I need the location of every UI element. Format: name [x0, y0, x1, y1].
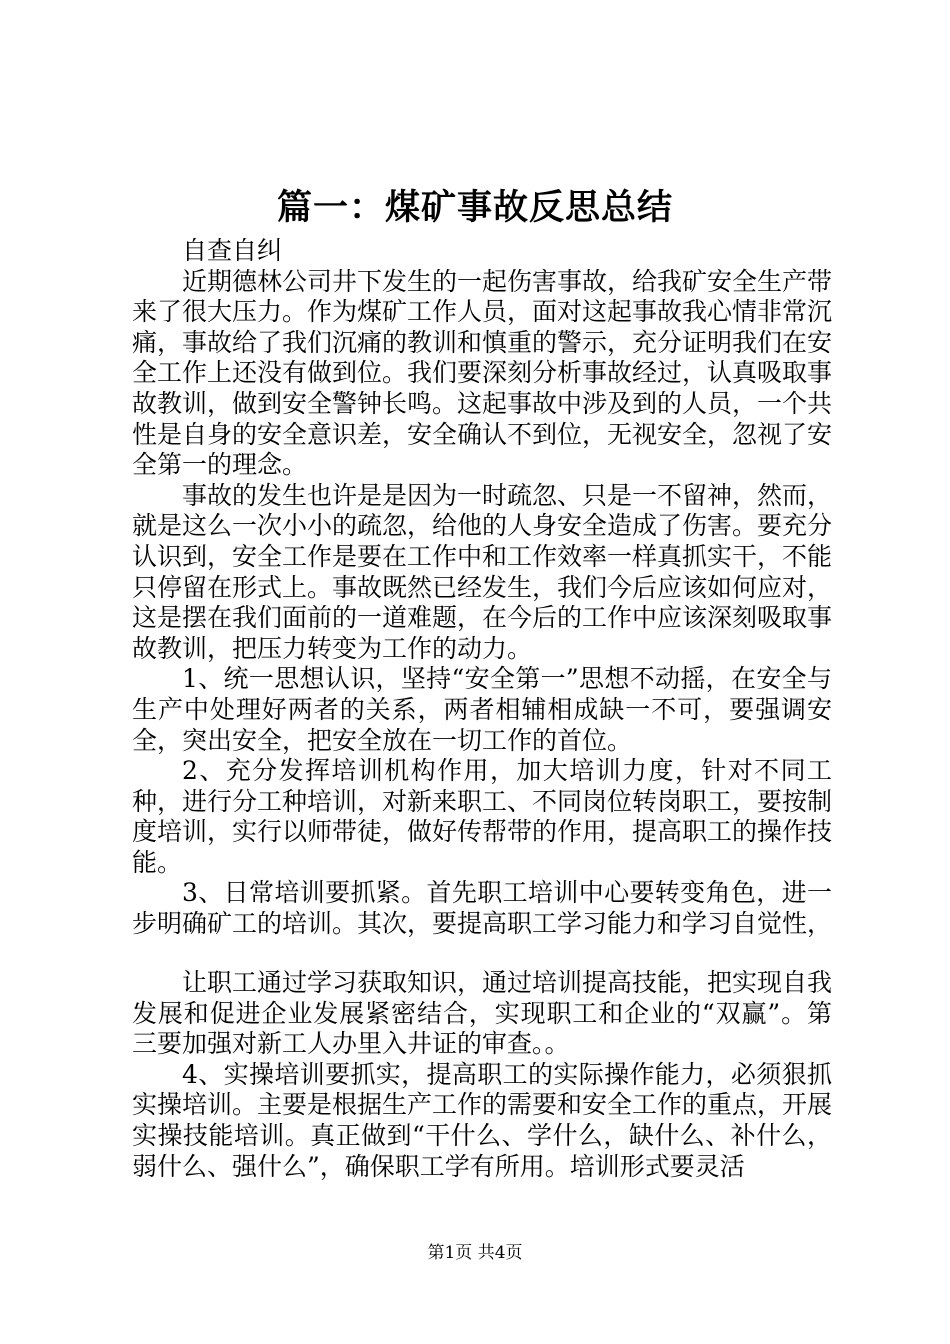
page-footer: 第1页 共4页 [427, 1243, 523, 1263]
paragraph: 近期德林公司井下发生的一起伤害事故，给我矿安全生产带来了很大压力。作为煤矿工作人员，面对这起事故我心情非常沉痛，事故给了我们沉痛的教训和慎重的警示，充分证明我们在安全工作上还没有做到位。我们要深刻分析事故经过，认真吸取事故教训，做到安全警钟长鸣。这起事故中涉及到的人员，一个共性是自身的安全意识差，安全确认不到位，无视安全，忽视了安全第一的理念。 [132, 266, 833, 480]
paragraph: 事故的发生也许是是因为一时疏忽、只是一不留神，然而，就是这么一次小小的疏忽，给他的人身安全造成了伤害。要充分认识到，安全工作是要在工作中和工作效率一样真抓实干，不能只停留在形式上。事故既然已经发生，我们今后应该如何应对，这是摆在我们面前的一道难题，在今后的工作中应该深刻吸取事故教训，把压力转变为工作的动力。 [132, 480, 833, 663]
paragraph-subheading: 自查自纠 [182, 236, 283, 265]
body-text-block-1 [132, 236, 832, 940]
body-text-block-2 [132, 968, 832, 1182]
paragraph-continued: 让职工通过学习获取知识，通过培训提高技能，把实现自我发展和促进企业发展紧密结合，实现职工和企业的“双赢”。第三要加强对新工人办里入井证的审查。。 [132, 968, 833, 1059]
document-title: 篇一：煤矿事故反思总结 [276, 187, 673, 228]
paragraph-item-2: 2、充分发挥培训机构作用，加大培训力度，针对不同工种，进行分工种培训，对新来职工、不同岗位转岗职工，要按制度培训，实行以师带徒，做好传帮带的作用，提高职工的操作技能。 [132, 756, 833, 877]
paragraph-item-3: 3、日常培训要抓紧。首先职工培训中心要转变角色，进一步明确矿工的培训。其次，要提高职工学习能力和学习自觉性， [132, 878, 833, 939]
paragraph-item-4: 4、实操培训要抓实，提高职工的实际操作能力，必须狠抓实操培训。主要是根据生产工作的需要和安全工作的重点，开展实操技能培训。真正做到“干什么、学什么，缺什么、补什么，弱什么、强什么”，确保职工学有所用。培训形式要灵活 [132, 1059, 833, 1181]
paragraph-item-1: 1、统一思想认识，坚持“安全第一”思想不动摇，在安全与生产中处理好两者的关系，两者相辅相成缺一不可，要强调安全，突出安全，把安全放在一切工作的首位。 [132, 664, 832, 755]
